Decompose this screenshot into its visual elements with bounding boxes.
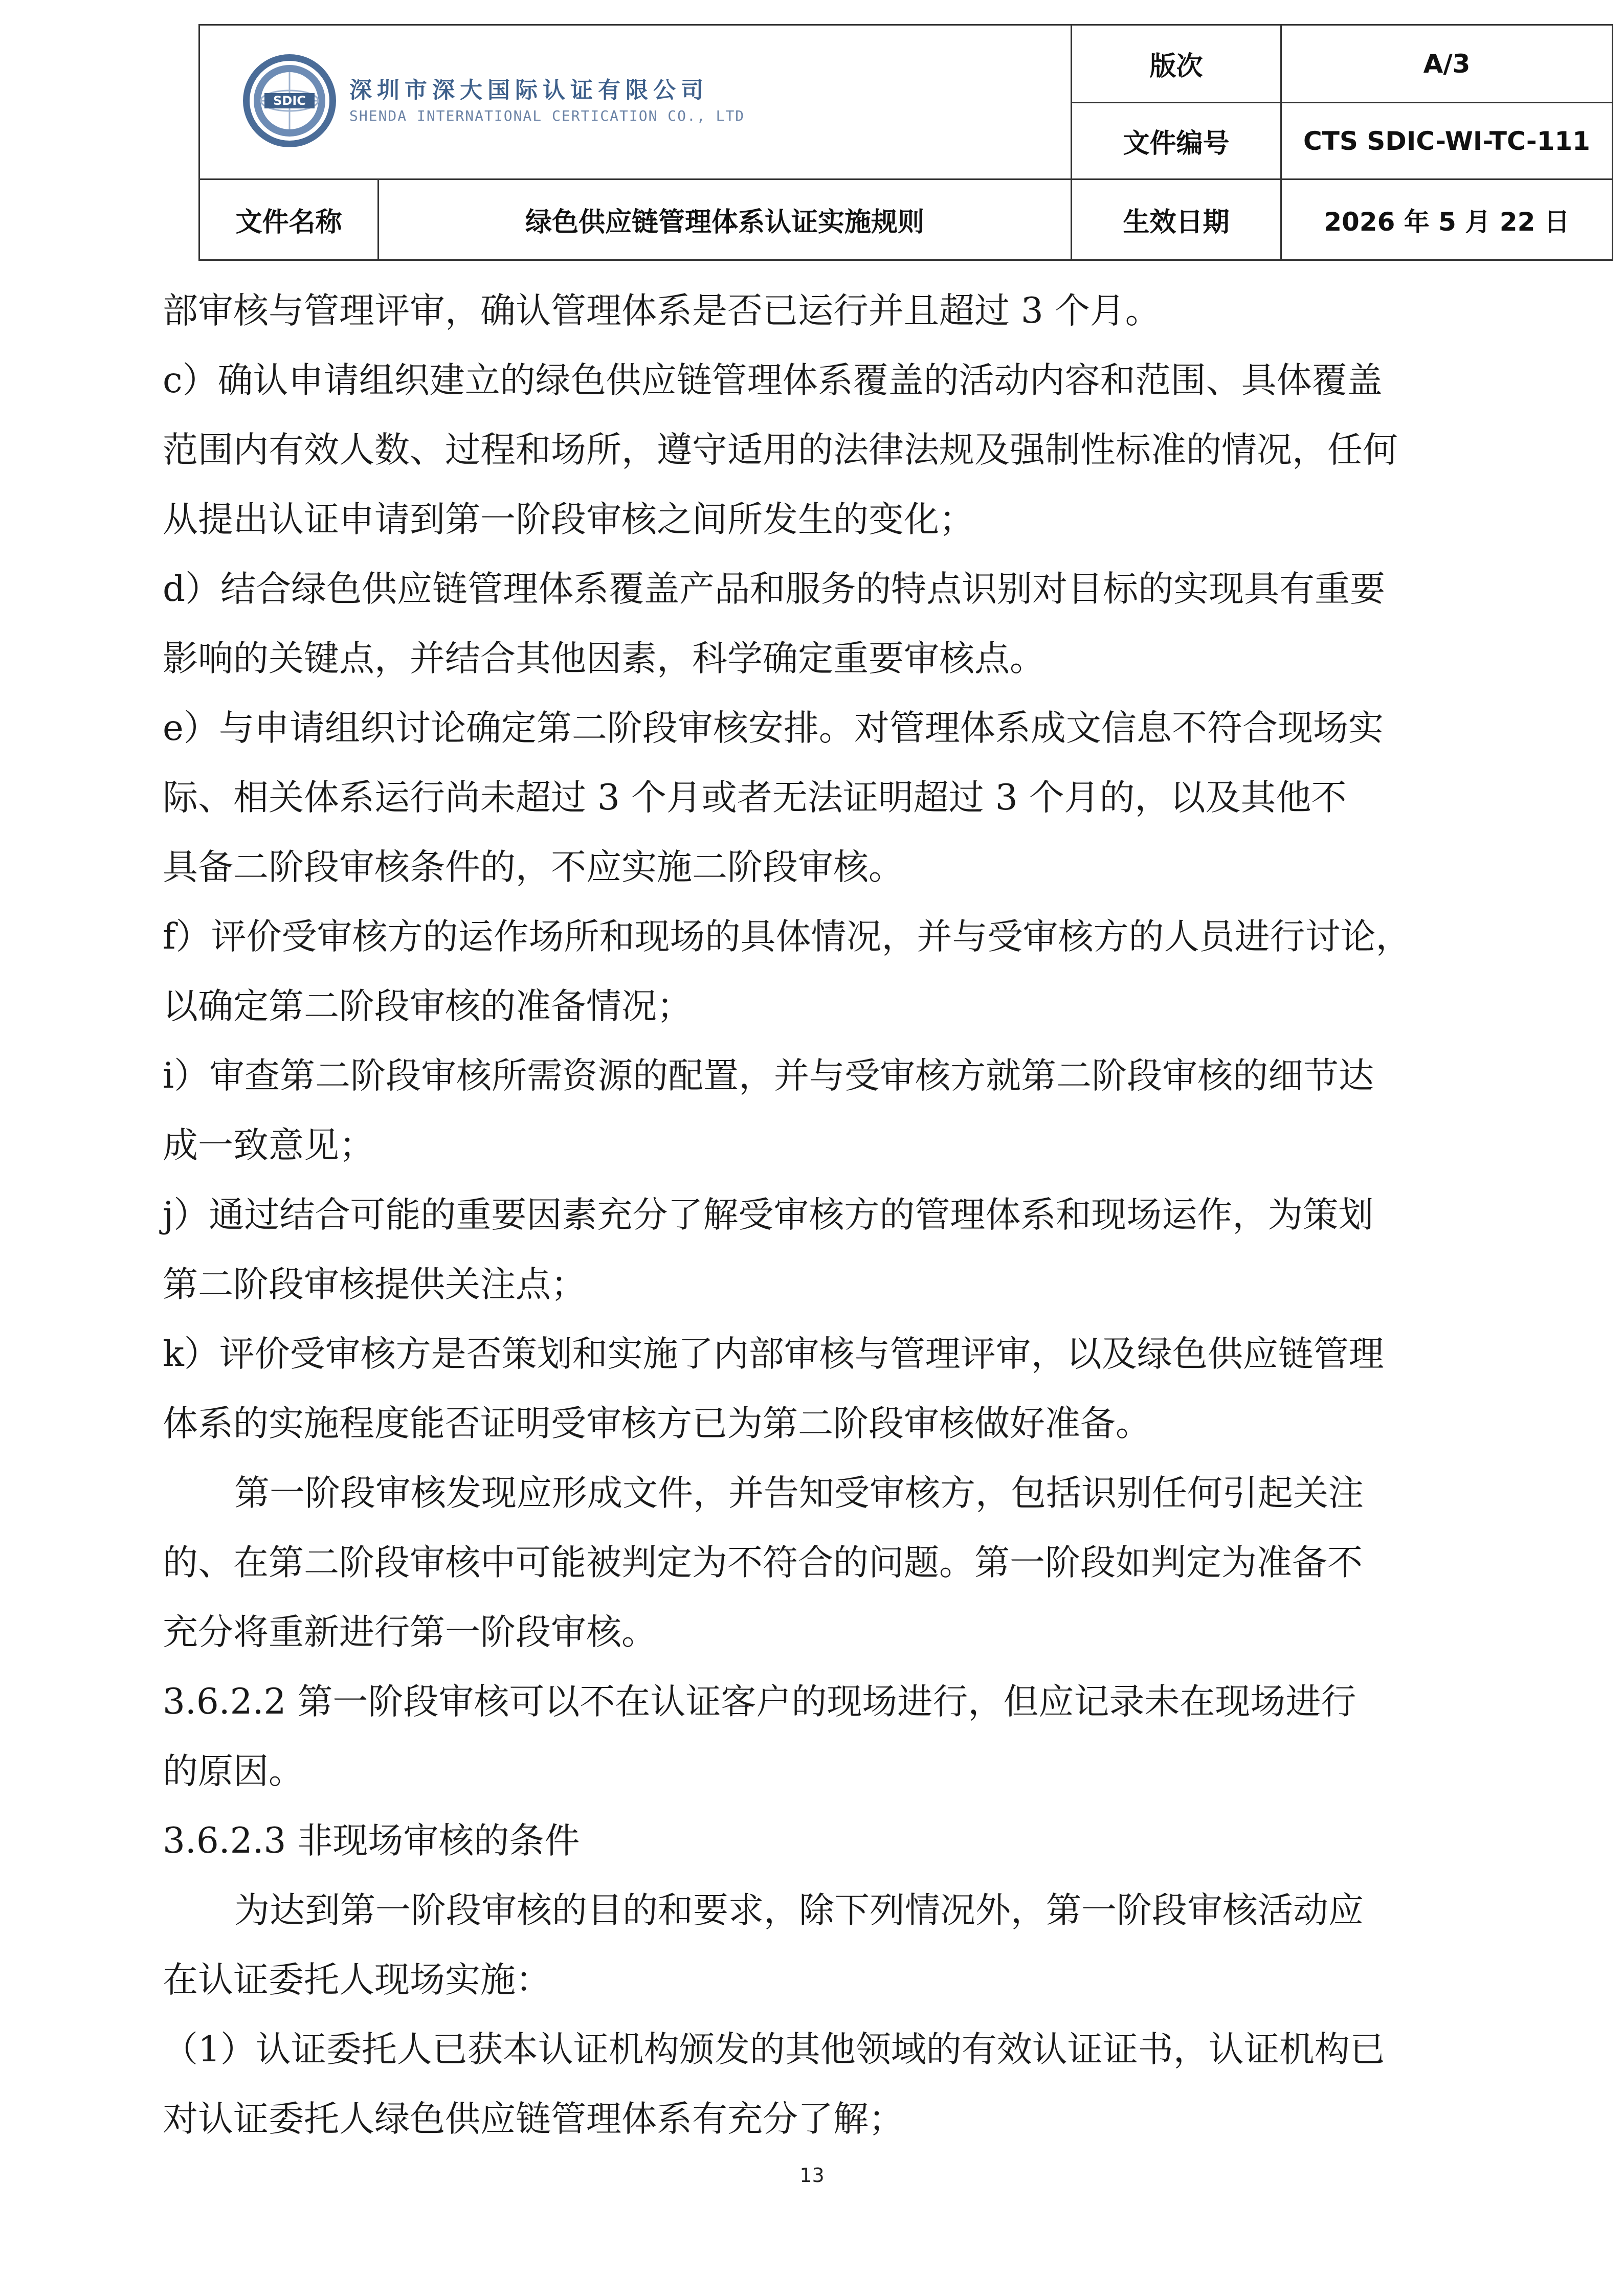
company-name-en: SHENDA INTERNATIONAL CERTICATION CO., LTD [349, 107, 745, 124]
body-line: 从提出认证申请到第一阶段审核之间所发生的变化； [163, 499, 974, 540]
body-line: 体系的实施程度能否证明受审核方已为第二阶段审核做好准备。 [163, 1403, 1151, 1444]
sdic-seal-icon [241, 52, 338, 149]
body-line: e）与申请组织讨论确定第二阶段审核安排。对管理体系成文信息不符合现场实 [163, 708, 1384, 749]
doc-name-value: 绿色供应链管理体系认证实施规则 [379, 179, 1072, 260]
version-value: A/3 [1281, 25, 1613, 103]
page-number: 13 [799, 2164, 825, 2187]
document-header-table [198, 24, 1613, 261]
body-line: f）评价受审核方的运作场所和现场的具体情况，并与受审核方的人员进行讨论， [163, 916, 1411, 957]
doc-name-label: 文件名称 [199, 179, 379, 260]
body-line: 3.6.2.3 非现场审核的条件 [163, 1820, 580, 1861]
version-label: 版次 [1072, 25, 1281, 103]
company-logo-cell [199, 25, 1072, 179]
body-line: 充分将重新进行第一阶段审核。 [163, 1612, 657, 1653]
body-line: 在认证委托人现场实施： [163, 1960, 551, 2000]
body-line: 第一阶段审核发现应形成文件，并告知受审核方，包括识别任何引起关注 [234, 1473, 1364, 1514]
company-logo [241, 52, 745, 149]
body-line: 第二阶段审核提供关注点； [163, 1264, 586, 1305]
effective-date-label: 生效日期 [1072, 179, 1281, 260]
body-line: 对认证委托人绿色供应链管理体系有充分了解； [163, 2099, 904, 2140]
body-line: k）评价受审核方是否策划和实施了内部审核与管理评审，以及绿色供应链管理 [163, 1334, 1384, 1375]
body-line: 的、在第二阶段审核中可能被判定为不符合的问题。第一阶段如判定为准备不 [163, 1542, 1363, 1583]
body-line: i）审查第二阶段审核所需资源的配置，并与受审核方就第二阶段审核的细节达 [163, 1055, 1374, 1096]
body-line: 际、相关体系运行尚未超过 3 个月或者无法证明超过 3 个月的，以及其他不 [163, 777, 1347, 818]
body-line: c）确认申请组织建立的绿色供应链管理体系覆盖的活动内容和范围、具体覆盖 [163, 360, 1383, 401]
body-line: 影响的关键点，并结合其他因素，科学确定重要审核点。 [163, 638, 1045, 679]
body-line: 成一致意见； [163, 1125, 374, 1166]
body-line: 以确定第二阶段审核的准备情况； [163, 986, 692, 1027]
body-line: 3.6.2.2 第一阶段审核可以不在认证客户的现场进行，但应记录未在现场进行 [163, 1681, 1356, 1722]
document-body [163, 276, 1472, 2154]
body-line: （1）认证委托人已获本认证机构颁发的其他领域的有效认证证书，认证机构已 [163, 2029, 1385, 2070]
doc-number-label: 文件编号 [1072, 103, 1281, 179]
company-name-cn: 深圳市深大国际认证有限公司 [349, 77, 708, 103]
doc-number-value: CTS SDIC-WI-TC-111 [1281, 103, 1613, 179]
body-line: 具备二阶段审核条件的，不应实施二阶段审核。 [163, 847, 904, 888]
body-line: 为达到第一阶段审核的目的和要求，除下列情况外，第一阶段审核活动应 [234, 1890, 1364, 1931]
body-line: 的原因。 [163, 1751, 304, 1792]
body-line: 部审核与管理评审，确认管理体系是否已运行并且超过 3 个月。 [163, 290, 1161, 331]
effective-date-value: 2026 年 5 月 22 日 [1281, 179, 1613, 260]
body-line: j）通过结合可能的重要因素充分了解受审核方的管理体系和现场运作，为策划 [163, 1195, 1374, 1235]
body-line: 范围内有效人数、过程和场所，遵守适用的法律法规及强制性标准的情况，任何 [163, 430, 1398, 470]
svg-text:SDIC: SDIC [273, 94, 306, 108]
body-line: d）结合绿色供应链管理体系覆盖产品和服务的特点识别对目标的实现具有重要 [163, 569, 1386, 610]
